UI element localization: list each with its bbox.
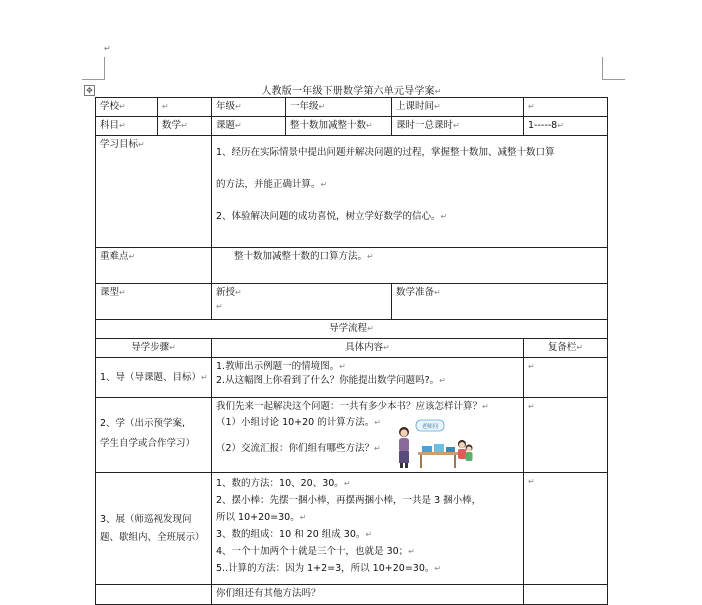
col-step-header: 导学步骤↵ [96, 339, 212, 358]
school-label: 学校↵ [96, 98, 158, 117]
step-2-notes[interactable]: ↵ [524, 398, 608, 473]
flow-heading-row [96, 320, 608, 339]
table-move-handle-icon[interactable]: ✥ [84, 85, 95, 96]
col-content-header: 具体内容↵ [212, 339, 524, 358]
books-stack-3 [446, 447, 455, 452]
date-label: 上课时间↵ [392, 98, 524, 117]
step-2-content[interactable]: 我们先来一起解决这个问题：一共有多少本书？应该怎样计算？↵ （1）小组讨论 10+20 的计算方法。↵ （2）交流汇报：你们组有哪些方法？↵ [212, 398, 524, 473]
topic-label: 课题↵ [212, 117, 286, 136]
header-row-1 [96, 98, 608, 117]
flow-columns-row [96, 339, 608, 358]
flow-heading: 导学流程↵ [96, 320, 608, 339]
prep-label[interactable]: 数学准备↵ [392, 284, 608, 320]
goals-row [96, 136, 608, 248]
goals-label: 学习目标↵ [96, 136, 212, 248]
step-1-content[interactable]: 1.教师出示例题一的情境图。↵ 2.从这幅图上你看到了什么？你能提出数学问题吗?。↵ [212, 358, 524, 398]
child-1-body [458, 449, 466, 459]
grade-value[interactable]: 一年级↵ [286, 98, 392, 117]
school-value[interactable]: ↵ [158, 98, 212, 117]
step-1-label: 1、导（导课题、目标）↵ [96, 358, 212, 398]
subject-value[interactable]: 数学↵ [158, 117, 212, 136]
step-1-notes[interactable]: ↵ [524, 358, 608, 398]
table-top [418, 452, 458, 455]
speech-bubble-text: 老师问 [421, 424, 439, 430]
step-2-label: 2、学（出示预学案, 学生自学或合作学习） [96, 398, 212, 473]
lesson-type-row [96, 284, 608, 320]
step-row-show [96, 473, 608, 585]
books-stack-2 [434, 444, 444, 452]
period-label: 课时一总课时↵ [392, 117, 524, 136]
teacher-body [399, 438, 409, 452]
step-row-partial [96, 585, 608, 605]
header-row-2 [96, 117, 608, 136]
key-points-row [96, 248, 608, 284]
lesson-type-value[interactable]: 新授↵ ↵ [212, 284, 392, 320]
lesson-plan-table [95, 97, 608, 605]
crop-mark-left [82, 57, 105, 80]
topic-value[interactable]: 整十数加减整十数↵ [286, 117, 392, 136]
step-4-label [96, 585, 212, 605]
grade-label: 年级↵ [212, 98, 286, 117]
key-points-value[interactable]: 整十数加减整十数的口算方法。↵ [212, 248, 608, 284]
goals-content[interactable]: 1、经历在实际情景中提出问题并解决问题的过程，掌握整十数加、减整十数口算 的方法，并能正确计算。↵ 2、体验解决问题的成功喜悦，树立学好数学的信心。↵ [212, 136, 608, 248]
period-value[interactable]: 1-----8↵ [524, 117, 608, 136]
teacher-students-illustration [392, 418, 474, 470]
paragraph-mark: ↵ [104, 44, 111, 53]
lesson-type-label: 课型↵ [96, 284, 212, 320]
child-2-body [466, 452, 473, 461]
date-value[interactable]: ↵ [524, 98, 608, 117]
document-title: 人教版一年级下册数学第六单元导学案↵ [261, 86, 442, 97]
step-3-content[interactable]: 1、数的方法：10、20、30。↵ 2、摆小棒：先摆一捆小棒，再摆两捆小棒，一共是 3 捆小棒， 所以 10+20=30。↵ 3、数的组成：10 和 20 组成 30。↵ 4、一个十加两个十就是三个十，也就是 30；↵ 5..计算的方法：因为 1+2=3，所以 10+20=30。↵ [212, 473, 524, 585]
books-stack-1 [422, 446, 432, 452]
step-row-guide [96, 358, 608, 398]
col-notes-header: 复备栏↵ [524, 339, 608, 358]
subject-label: 科目↵ [96, 117, 158, 136]
key-points-label: 重难点↵ [96, 248, 212, 284]
step-4-notes[interactable] [524, 585, 608, 605]
crop-mark-right [602, 57, 625, 80]
step-row-learn [96, 398, 608, 473]
step-4-content[interactable]: 你们组还有其他方法吗？ [212, 585, 524, 605]
step-3-notes[interactable]: ↵ [524, 473, 608, 585]
step-3-label: 3、展（师巡视发现问 题、歇组内、全班展示） [96, 473, 212, 585]
